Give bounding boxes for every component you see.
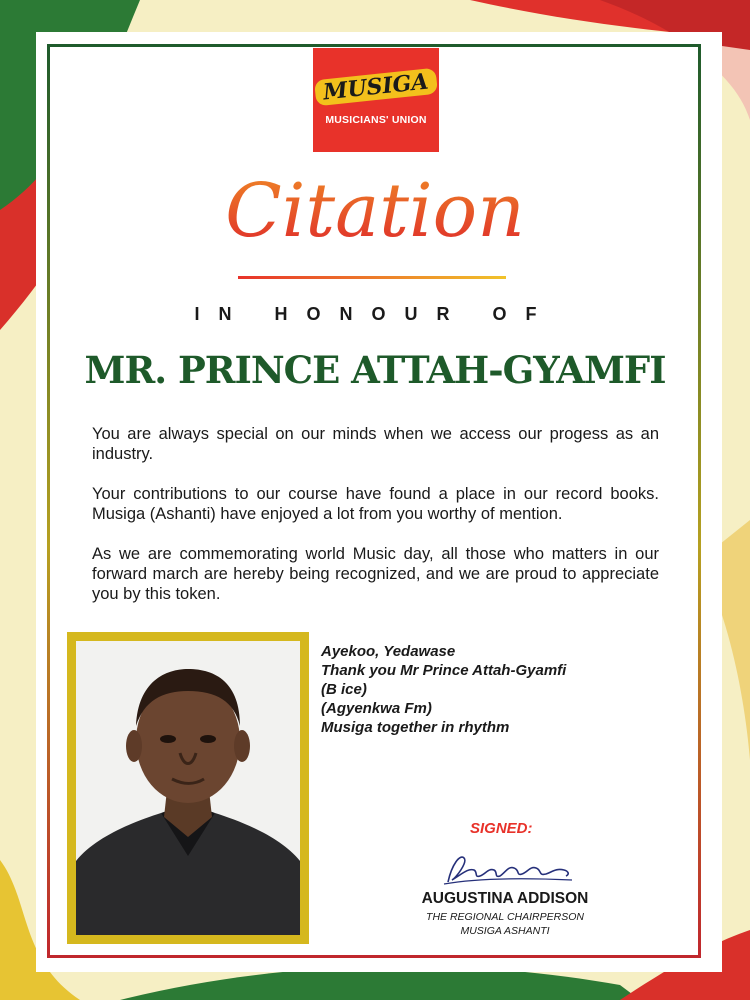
thanks-line: Musiga together in rhythm <box>321 719 510 736</box>
musiga-logo <box>313 48 439 152</box>
portrait-photo <box>76 641 300 935</box>
signer-role-line: THE REGIONAL CHAIRPERSON <box>426 911 584 923</box>
body-paragraph: As we are commemorating world Music day, all those who matters in our forward march are hereby being recognized, and we are proud to appreciate you by this token. <box>92 545 659 603</box>
citation-title: Citation <box>175 156 575 266</box>
body-paragraph: You are always special on our minds when we access our progess as an industry. <box>92 425 659 463</box>
thank-you-note <box>321 642 651 737</box>
logo-subtitle: MUSICIANS' UNION <box>325 114 427 126</box>
citation-body <box>92 424 659 624</box>
portrait-illustration <box>76 641 300 935</box>
signer-role <box>405 910 605 938</box>
signed-label: SIGNED: <box>470 820 533 837</box>
signer-role-line: MUSIGA ASHANTI <box>460 925 550 937</box>
title-underline <box>238 276 506 279</box>
thanks-line: (Agyenkwa Fm) <box>321 700 432 717</box>
body-paragraph: Your contributions to our course have found a place in our record books. Musiga (Ashanti) have enjoyed a lot from you worthy of mention. <box>92 485 659 523</box>
thanks-line: (B ice) <box>321 681 367 698</box>
logo-brand: MUSIGA <box>314 68 438 107</box>
in-honour-of: IN HONOUR OF <box>194 304 556 324</box>
thanks-line: Ayekoo, Yedawase <box>321 643 456 660</box>
portrait-frame <box>67 632 309 944</box>
signer-name: AUGUSTINA ADDISON <box>421 890 589 907</box>
honoree-name: MR. PRINCE ATTAH-GYAMFI <box>84 348 666 392</box>
thanks-line: Thank you Mr Prince Attah-Gyamfi <box>321 662 567 679</box>
handwritten-signature <box>438 844 578 892</box>
